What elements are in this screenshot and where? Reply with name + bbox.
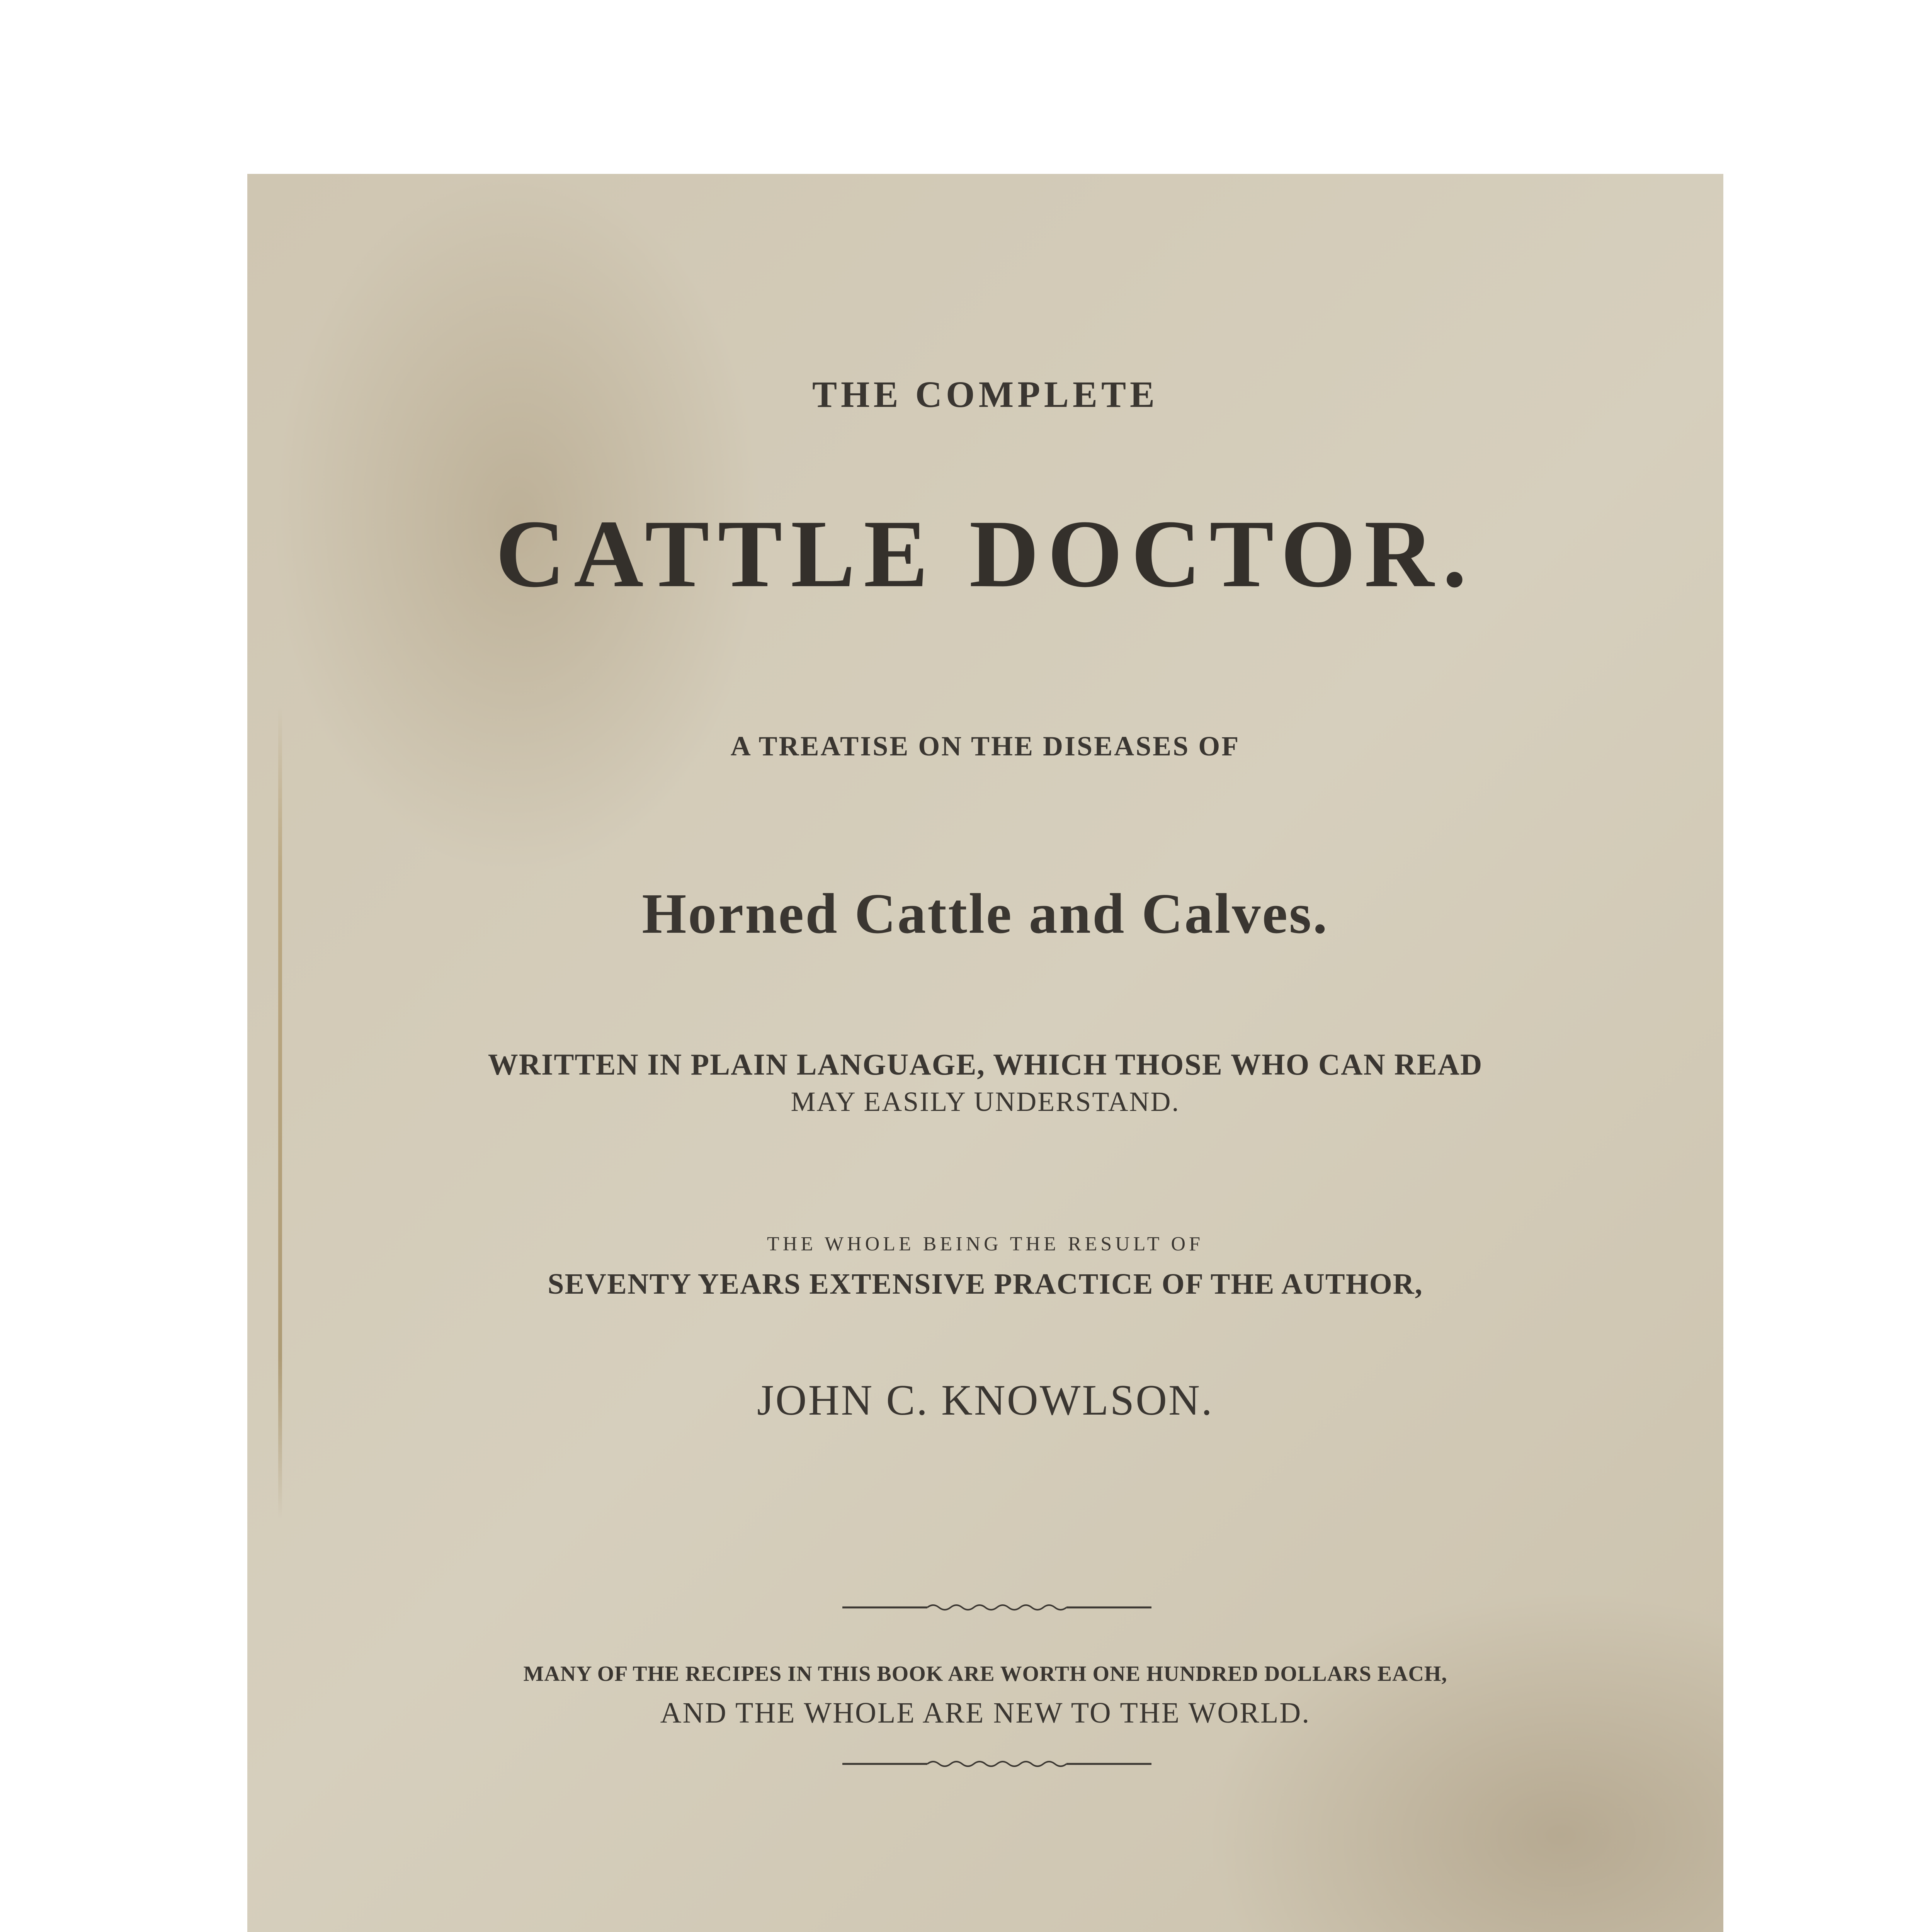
written-line-2: MAY EASILY UNDERSTAND. <box>791 1086 1180 1117</box>
ornamental-rule-top <box>842 1602 1151 1613</box>
scanned-title-page <box>247 174 1723 1932</box>
subtitle-top: THE COMPLETE <box>812 374 1159 415</box>
main-title: CATTLE DOCTOR. <box>495 500 1475 607</box>
whole-line: THE WHOLE BEING THE RESULT OF <box>767 1233 1204 1255</box>
recipes-line-1: MANY OF THE RECIPES IN THIS BOOK ARE WORTH ONE HUNDRED DOLLARS EACH, <box>523 1662 1447 1686</box>
written-line-1: WRITTEN IN PLAIN LANGUAGE, WHICH THOSE WHO CAN READ <box>488 1048 1483 1081</box>
recipes-line-2: AND THE WHOLE ARE NEW TO THE WORLD. <box>660 1697 1311 1729</box>
ornamental-rule-bottom <box>842 1758 1151 1770</box>
author-name: JOHN C. KNOWLSON. <box>757 1376 1214 1424</box>
topic-title: Horned Cattle and Calves. <box>642 882 1329 946</box>
practice-line: SEVENTY YEARS EXTENSIVE PRACTICE OF THE AUTHOR, <box>548 1268 1423 1300</box>
treatise-line: A TREATISE ON THE DISEASES OF <box>730 731 1240 762</box>
title-page-text <box>247 174 1723 1932</box>
